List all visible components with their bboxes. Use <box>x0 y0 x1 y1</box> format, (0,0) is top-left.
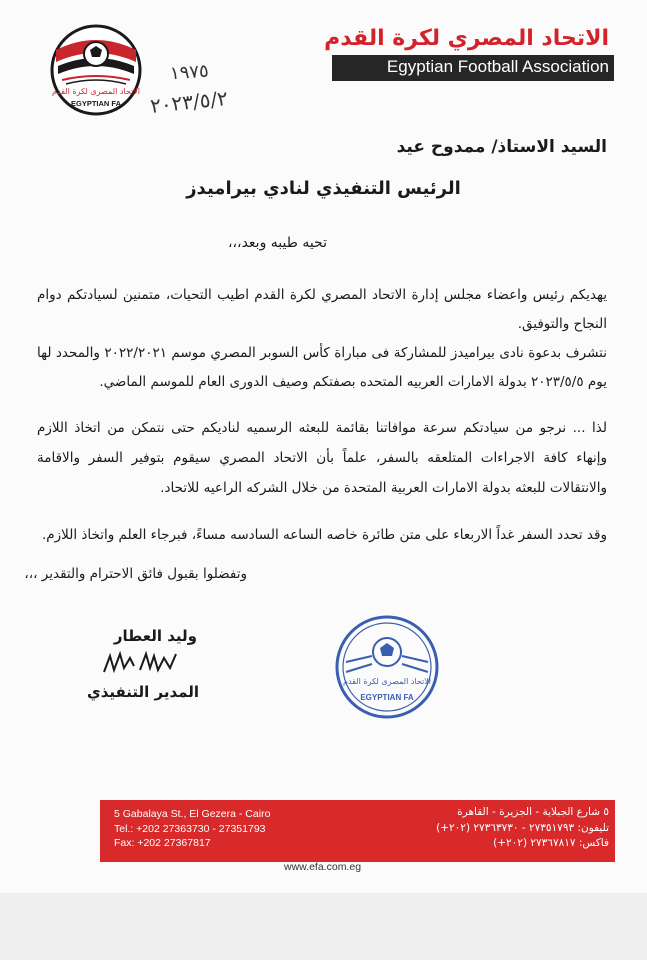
paragraph-1: يهديكم رئيس واعضاء مجلس إدارة الاتحاد المصري لكرة القدم اطيب التحيات، متمنين لسيادتكم دوام النجاح والتوفيق. <box>37 287 607 332</box>
stamp-text-en: EGYPTIAN FA <box>360 693 414 702</box>
signatory-title: المدير التنفيذي <box>86 683 199 701</box>
paragraph-3: لذا ... نرجو من سيادتكم سرعة موافاتنا بقائمة للبعثه الرسميه لناديكم حتى نتمكن من اتخاذ اللازم وإنهاء كافة الاجراءات المتلعقه بالسفر، علماً بأن الاتحاد المصري سيقوم بتوفير السفر والاقامة والانتقالات للبعثه بدولة الامارات العربية المتحدة من خلال الشركه الراعيه للاتحاد. <box>37 420 607 496</box>
signatory-name: وليد العطار <box>113 627 197 645</box>
org-name-ar: الاتحاد المصري لكرة القدم <box>324 26 609 51</box>
footer-website: www.efa.com.eg <box>284 861 362 873</box>
org-name-en: Egyptian Football Association <box>386 57 609 76</box>
footer-tel-ar: تليفون: ٢٧٣٥١٧٩٣ - ٢٧٣٦٣٧٣٠ (٢٠٢+) <box>436 822 609 834</box>
efa-logo <box>48 22 144 118</box>
recipient-title: الرئيس التنفيذي لنادي بيراميدز <box>186 178 461 199</box>
paragraph-4: وقد تحدد السفر غداً الاربعاء على متن طائرة خاصه الساعه السادسه مساءً، فبرجاء العلم واتخاذ اللازم. <box>42 527 607 543</box>
footer-address-en: 5 Gabalaya St., El Gezera - Cairo <box>114 808 271 820</box>
handwritten-date: ٢٠٢٣/٥/٢ <box>148 85 229 119</box>
logo-text-en: EGYPTIAN FA <box>70 99 122 108</box>
handwritten-signature <box>100 648 180 678</box>
paragraph-2: نتشرف بدعوة نادى بيراميدز للمشاركة فى مباراة كأس السوبر المصري موسم ٢٠٢٢/٢٠٢١ والمحدد لها يوم ٢٠٢٣/٥/٥ بدولة الامارات العربيه المتحده بصفتكم وصيف الدورى العام للموسم الماضي. <box>37 345 607 390</box>
footer-address-ar: ٥ شارع الجبلاية - الجزيرة - القاهرة <box>457 806 609 818</box>
logo-text-ar: الاتحاد المصرى لكرة القدم <box>51 87 141 96</box>
handwritten-reference-number: ١٩٧٥ <box>169 60 210 85</box>
closing-line: وتفضلوا بقبول فائق الاحترام والتقدير ،،، <box>24 566 247 582</box>
page-bottom-margin <box>0 893 647 960</box>
recipient-name: السيد الاستاذ/ ممدوح عيد <box>396 137 607 157</box>
stamp-text-ar: الاتحاد المصرى لكرة القدم <box>342 677 432 686</box>
footer-tel-en: Tel.: +202 27363730 - 27351793 <box>114 823 266 835</box>
official-stamp <box>332 612 442 722</box>
greeting: تحيه طيبه وبعد،،، <box>228 235 327 251</box>
footer-fax-ar: فاكس: ٢٧٣٦٧٨١٧ (٢٠٢+) <box>493 837 609 849</box>
footer-fax-en: Fax: +202 27367817 <box>114 837 211 849</box>
